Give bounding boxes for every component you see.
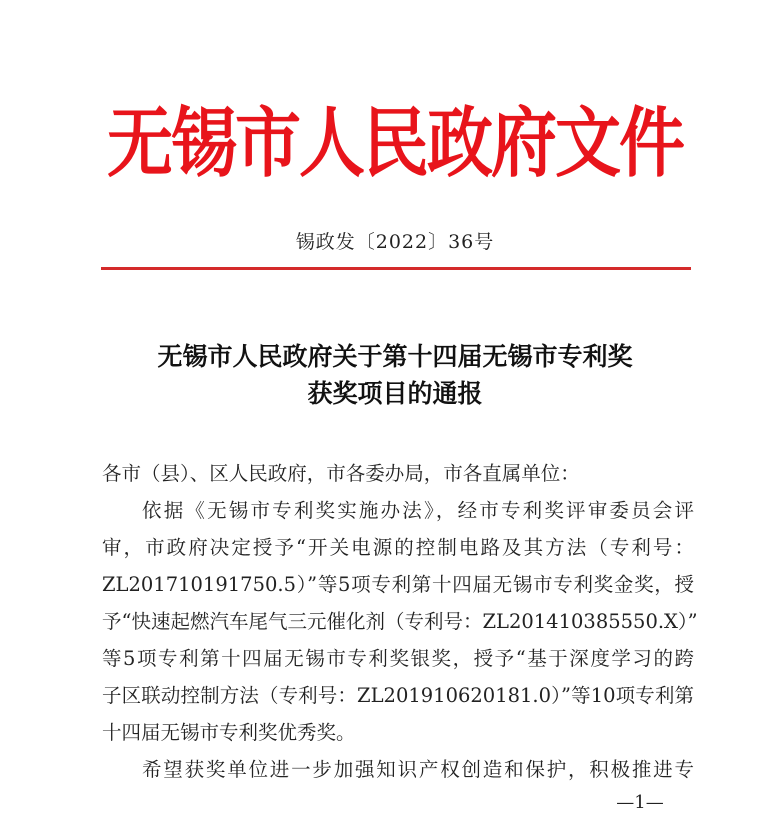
body-line: ZL201710191750.5）”等5项专利第十四届无锡市专利奖金奖，授	[102, 573, 694, 596]
body-line: 审，市政府决定授予“开关电源的控制电路及其方法（专利号：	[102, 536, 694, 559]
document-title	[100, 338, 690, 412]
page-number: —1—	[616, 792, 664, 813]
title-line-1: 无锡市人民政府关于第十四届无锡市专利奖	[157, 342, 633, 371]
body-line: 十四届无锡市专利奖优秀奖。	[102, 721, 356, 744]
body-line: 子区联动控制方法（专利号：ZL201910620181.0）”等10项专利第	[102, 684, 694, 707]
red-divider	[101, 267, 691, 270]
body-line: 依据《无锡市专利奖实施办法》，经市专利奖评审委员会评	[142, 499, 694, 522]
body-line: 等5项专利第十四届无锡市专利奖银奖，授予“基于深度学习的跨	[102, 647, 694, 670]
body-line: 希望获奖单位进一步加强知识产权创造和保护，积极推进专	[142, 758, 694, 781]
masthead: 无锡市人民政府文件	[107, 98, 683, 188]
body-line: 予“快速起燃汽车尾气三元催化剂（专利号：ZL201410385550.X）”	[102, 610, 698, 633]
salutation: 各市（县）、区人民政府，市各委办局，市各直属单位：	[102, 462, 580, 485]
document-body	[102, 455, 698, 788]
title-line-2: 获奖项目的通报	[307, 379, 483, 408]
document-number: 锡政发〔2022〕36号	[295, 231, 495, 253]
